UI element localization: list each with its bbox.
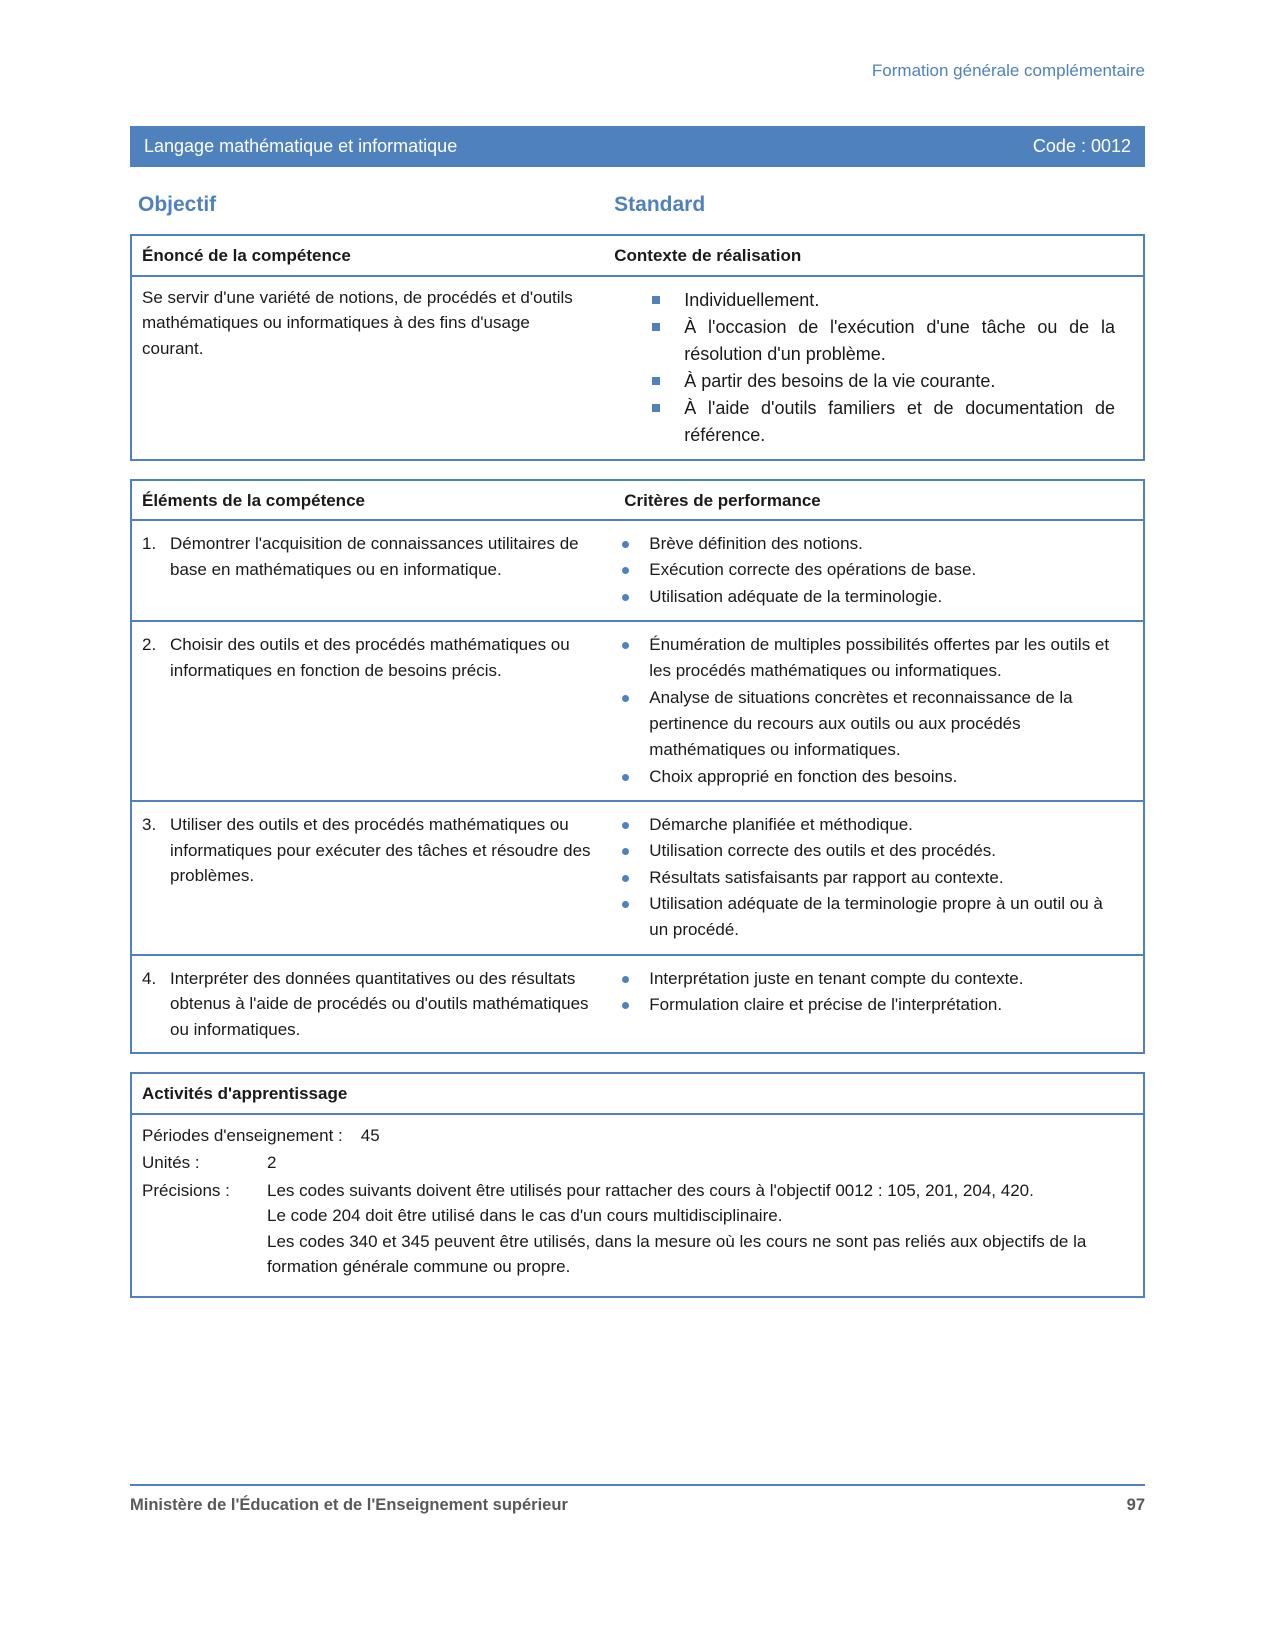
contexte-item: À l'occasion de l'exécution d'une tâche ou de la résolution d'un problème. — [614, 314, 1115, 368]
course-code: Code : 0012 — [1032, 135, 1131, 156]
dot-bullet-icon — [622, 642, 629, 649]
element-row-4 — [132, 954, 1143, 1053]
dot-bullet-icon — [622, 774, 629, 781]
course-title: Langage mathématique et informatique — [144, 135, 458, 156]
criteria-list — [614, 966, 1115, 1019]
square-bullet-icon — [652, 404, 660, 412]
criteria-item: Utilisation correcte des outils et des procédés. — [614, 838, 1115, 864]
enonce-text: Se servir d'une variété de notions, de procédés et d'outils mathématiques ou informatiques à des fins d'usage courant. — [142, 287, 573, 358]
criteria-item: Résultats satisfaisants par rapport au contexte. — [614, 865, 1115, 891]
criteria-item: Utilisation adéquate de la terminologie propre à un outil ou à un procédé. — [614, 891, 1115, 944]
dot-bullet-icon — [622, 901, 629, 908]
criteria-item: Démarche planifiée et méthodique. — [614, 812, 1115, 838]
dot-bullet-icon — [622, 848, 629, 855]
criteria-list — [614, 531, 1115, 610]
footer-ministry: Ministère de l'Éducation et de l'Enseignement supérieur — [130, 1496, 568, 1514]
square-bullet-icon — [652, 296, 660, 304]
criteria-item: Interprétation juste en tenant compte du contexte. — [614, 966, 1115, 992]
objectif-heading: Objectif — [138, 192, 217, 216]
square-bullet-icon — [652, 377, 660, 385]
dot-bullet-icon — [622, 976, 629, 983]
precisions-text — [267, 1178, 1119, 1280]
criteria-list — [614, 632, 1115, 790]
unites-label: Unités : — [142, 1153, 200, 1173]
dot-bullet-icon — [622, 594, 629, 601]
criteria-item: Formulation claire et précise de l'interprétation. — [614, 992, 1115, 1018]
criteres-header: Critères de performance — [624, 490, 821, 510]
dot-bullet-icon — [622, 1002, 629, 1009]
dot-bullet-icon — [622, 567, 629, 574]
page-number: 97 — [1126, 1496, 1145, 1514]
criteria-cell — [614, 521, 1143, 620]
criteria-cell — [614, 802, 1143, 954]
element-row-2 — [132, 620, 1143, 800]
dot-bullet-icon — [622, 541, 629, 548]
element-cell — [132, 622, 614, 800]
element-row-3 — [132, 800, 1143, 954]
element-cell — [132, 521, 614, 620]
contexte-item: À partir des besoins de la vie courante. — [614, 368, 1115, 395]
periodes-value: 45 — [360, 1125, 380, 1145]
document-category: Formation générale complémentaire — [871, 61, 1145, 80]
unites-row — [142, 1150, 1119, 1176]
elements-box — [130, 479, 1145, 1055]
contexte-header: Contexte de réalisation — [614, 246, 802, 265]
contexte-item: À l'aide d'outils familiers et de documentation de référence. — [614, 395, 1115, 449]
element-number: 4. — [142, 968, 157, 988]
contexte-cell — [614, 277, 1143, 459]
square-bullet-icon — [652, 323, 660, 331]
element-text: Démontrer l'acquisition de connaissances utilitaires de base en mathématiques ou en informatique. — [170, 534, 579, 579]
contexte-item: Individuellement. — [614, 287, 1115, 314]
activites-box — [130, 1072, 1145, 1298]
element-text: Utiliser des outils et des procédés mathématiques ou informatiques pour exécuter des tâches et résoudre des problèmes. — [170, 815, 591, 886]
precisions-paragraph: Les codes 340 et 345 peuvent être utilisés, dans la mesure où les cours ne sont pas reliés aux objectifs de la formation générale commune ou propre. — [267, 1231, 1087, 1277]
periodes-row — [142, 1123, 1119, 1149]
competence-box-body — [132, 277, 1143, 459]
element-cell — [132, 956, 614, 1053]
contexte-list — [614, 287, 1115, 449]
element-text: Choisir des outils et des procédés mathématiques ou informatiques en fonction de besoins précis. — [170, 635, 570, 680]
dot-bullet-icon — [622, 695, 629, 702]
elements-header: Éléments de la compétence — [142, 490, 365, 510]
criteria-item: Énumération de multiples possibilités offertes par les outils et les procédés mathématiques ou informatiques. — [614, 632, 1115, 685]
precisions-row — [142, 1178, 1119, 1280]
dot-bullet-icon — [622, 822, 629, 829]
criteria-item: Brève définition des notions. — [614, 531, 1115, 557]
precisions-paragraph: Le code 204 doit être utilisé dans le cas d'un cours multidisciplinaire. — [267, 1206, 783, 1226]
elements-box-header — [132, 481, 1143, 522]
page-footer — [130, 1484, 1145, 1518]
element-number: 1. — [142, 534, 157, 553]
criteria-item: Utilisation adéquate de la terminologie. — [614, 584, 1115, 610]
standard-heading: Standard — [614, 192, 706, 216]
section-headings — [130, 189, 1145, 221]
competence-box-header — [132, 236, 1143, 277]
criteria-list — [614, 812, 1115, 944]
course-header-bar — [130, 126, 1145, 167]
enonce-header: Énoncé de la compétence — [142, 246, 351, 265]
criteria-cell — [614, 622, 1143, 800]
unites-value: 2 — [267, 1153, 277, 1173]
element-number: 3. — [142, 815, 157, 835]
activites-header: Activités d'apprentissage — [132, 1074, 1143, 1115]
precisions-label: Précisions : — [142, 1180, 230, 1200]
precisions-paragraph: Les codes suivants doivent être utilisés pour rattacher des cours à l'objectif 0012 : 105, 201, 204, 420. — [267, 1180, 1034, 1200]
element-text: Interpréter des données quantitatives ou des résultats obtenus à l'aide de procédés ou d'outils mathématiques ou informatiques. — [170, 968, 589, 1039]
criteria-item: Choix approprié en fonction des besoins. — [614, 764, 1115, 790]
element-cell — [132, 802, 614, 954]
periodes-label: Périodes d'enseignement : — [142, 1125, 343, 1145]
criteria-cell — [614, 956, 1143, 1053]
criteria-item: Analyse de situations concrètes et reconnaissance de la pertinence du recours aux outils ou aux procédés mathématiques ou informatiques. — [614, 685, 1115, 764]
element-number: 2. — [142, 635, 157, 655]
competence-box — [130, 234, 1145, 461]
criteria-item: Exécution correcte des opérations de base. — [614, 557, 1115, 583]
element-row-1 — [132, 521, 1143, 620]
dot-bullet-icon — [622, 875, 629, 882]
activites-body — [132, 1115, 1143, 1296]
